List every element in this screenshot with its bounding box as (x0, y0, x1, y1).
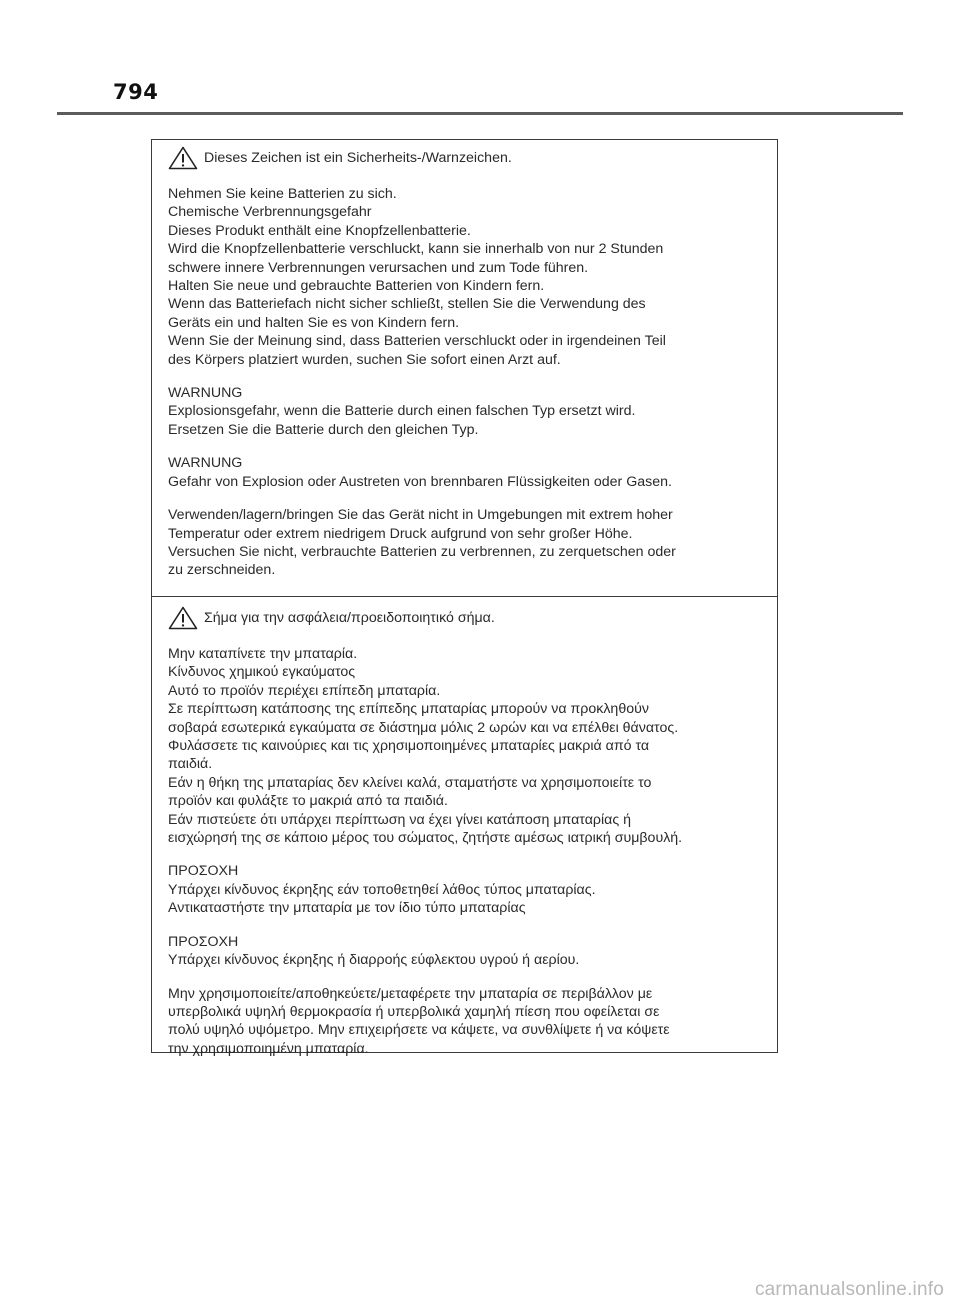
language-divider (152, 596, 777, 597)
paragraph (168, 645, 761, 847)
text-line: Wenn Sie der Meinung sind, dass Batterien verschluckt oder in irgendeinen Teil (168, 333, 666, 350)
text-line: Wenn das Batteriefach nicht sicher schließt, stellen Sie die Verwendung des (168, 296, 646, 313)
warning-triangle-icon (168, 146, 198, 170)
paragraph (168, 185, 761, 369)
text-line: Wird die Knopfzellenbatterie verschluckt, kann sie innerhalb von nur 2 Stunden (168, 241, 664, 258)
text-line: WARNUNG (168, 455, 243, 472)
header-rule (57, 112, 903, 115)
text-line: Chemische Verbrennungsgefahr (168, 204, 372, 221)
text-line: Υπάρχει κίνδυνος έκρηξης εάν τοποθετηθεί λάθος τύπος μπαταρίας. (168, 881, 596, 898)
text-line: Dieses Produkt enthält eine Knopfzellenbatterie. (168, 222, 471, 239)
text-line: WARNUNG (168, 385, 243, 402)
symbol-row (168, 146, 761, 170)
text-line: Gefahr von Explosion oder Austreten von brennbaren Flüssigkeiten oder Gasen. (168, 473, 672, 490)
page-number: 794 (113, 80, 159, 104)
paragraph (168, 985, 761, 1059)
text-line: Κίνδυνος χημικού εγκαύματος (168, 664, 356, 681)
text-line: Ersetzen Sie die Batterie durch den gleichen Typ. (168, 421, 479, 438)
text-line: Εάν πιστεύετε ότι υπάρχει περίπτωση να έχει γίνει κατάποση μπαταρίας ή (168, 811, 631, 828)
text-line: παιδιά. (168, 756, 213, 773)
warning-triangle-icon (168, 606, 198, 630)
battery-safety-notice (151, 139, 778, 1057)
paragraph-group (168, 645, 761, 1058)
paragraph (168, 933, 761, 970)
text-line: Temperatur oder extrem niedrigem Druck aufgrund von sehr großer Höhe. (168, 525, 633, 542)
text-line: Geräts ein und halten Sie es von Kindern fern. (168, 314, 460, 331)
text-line: σοβαρά εσωτερικά εγκαύματα σε διάστημα μόλις 2 ωρών και να επέλθει θάνατος. (168, 719, 679, 736)
text-line: Halten Sie neue und gebrauchte Batterien von Kindern fern. (168, 278, 545, 295)
notice-german (152, 146, 777, 580)
text-line: Verwenden/lagern/bringen Sie das Gerät nicht in Umgebungen mit extrem hoher (168, 507, 673, 524)
text-line: zu zerschneiden. (168, 562, 276, 579)
text-line: Nehmen Sie keine Batterien zu sich. (168, 186, 397, 202)
text-line: εισχώρησή της σε κάποιο μέρος του σώματος, ζητήστε αμέσως ιατρική συμβουλή. (168, 830, 683, 847)
text-line: Αντικαταστήστε την μπαταρία με τον ίδιο τύπο μπαταρίας (168, 900, 526, 917)
paragraph (168, 384, 761, 439)
text-line: Versuchen Sie nicht, verbrauchte Batterien zu verbrennen, zu zerquetschen oder (168, 543, 676, 560)
text-line: Explosionsgefahr, wenn die Batterie durch einen falschen Typ ersetzt wird. (168, 403, 636, 420)
text-line: des Körpers platziert wurden, suchen Sie sofort einen Arzt auf. (168, 351, 561, 368)
symbol-caption: Σήμα για την ασφάλεια/προειδοποιητικό σήμα. (204, 609, 495, 626)
text-line: Μην καταπίνετε την μπαταρία. (168, 646, 358, 662)
text-line: πολύ υψηλό υψόμετρο. Μην επιχειρήσετε να κάψετε, να συνθλίψετε ή να κόψετε (168, 1022, 670, 1039)
paragraph (168, 506, 761, 580)
watermark: carmanualsonline.info (754, 1279, 944, 1300)
symbol-row (168, 606, 761, 630)
notice-greek (152, 606, 777, 1058)
symbol-caption: Dieses Zeichen ist ein Sicherheits-/Warnzeichen. (204, 149, 512, 166)
text-line: προϊόν και φυλάξτε το μακριά από τα παιδιά. (168, 793, 448, 810)
text-line: Υπάρχει κίνδυνος έκρηξης ή διαρροής εύφλεκτου υγρού ή αερίου. (168, 952, 580, 969)
paragraph-group (168, 185, 761, 580)
paragraph (168, 454, 761, 491)
text-line: Αυτό το προϊόν περιέχει επίπεδη μπαταρία. (168, 682, 441, 699)
text-line: την χρησιμοποιημένη μπαταρία. (168, 1040, 369, 1057)
text-line: Σε περίπτωση κατάποσης της επίπεδης μπαταρίας μπορούν να προκληθούν (168, 701, 649, 718)
text-line: υπερβολικά υψηλή θερμοκρασία ή υπερβολικά χαμηλή πίεση που οφείλεται σε (168, 1003, 660, 1020)
text-line: ΠΡΟΣΟΧΗ (168, 933, 239, 950)
text-line: ΠΡΟΣΟΧΗ (168, 863, 239, 880)
paragraph (168, 862, 761, 917)
text-line: schwere innere Verbrennungen verursachen und zum Tode führen. (168, 259, 589, 276)
text-line: Φυλάσσετε τις καινούριες και τις χρησιμοποιημένες μπαταρίες μακριά από τα (168, 738, 650, 755)
text-line: Μην χρησιμοποιείτε/αποθηκεύετε/μεταφέρετε την μπαταρία σε περιβάλλον με (168, 985, 653, 1002)
text-line: Εάν η θήκη της μπαταρίας δεν κλείνει καλά, σταματήστε να χρησιμοποιείτε το (168, 774, 652, 791)
